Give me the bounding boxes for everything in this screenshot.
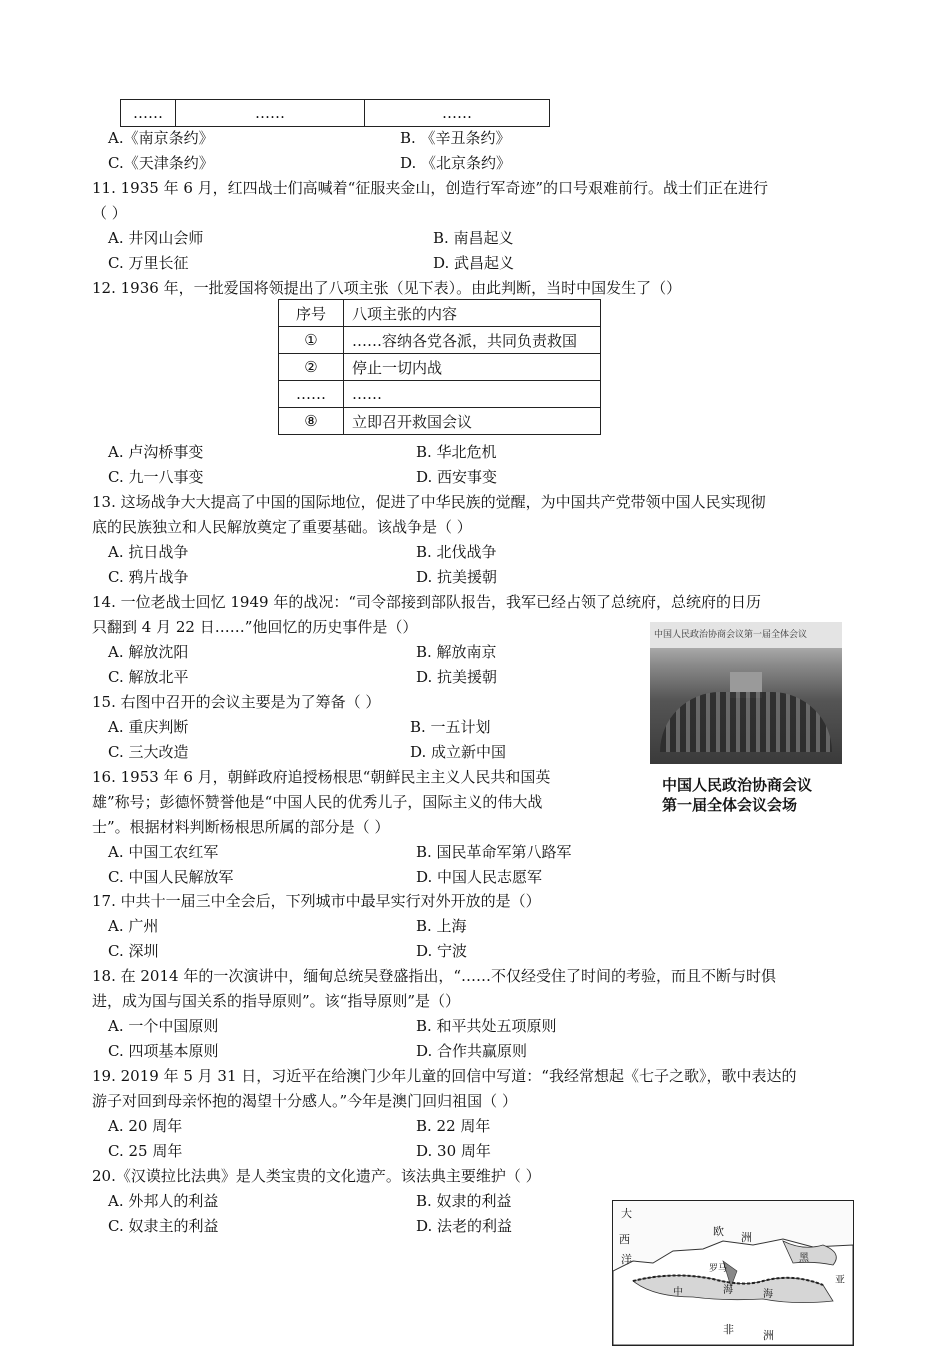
q16-option-c[interactable]: C. 中国人民解放军 xyxy=(108,868,234,886)
q16-stem-cont2: 士”。根据材料判断杨根思所属的部分是（ ） xyxy=(92,818,390,836)
q15-option-b[interactable]: B. 一五计划 xyxy=(410,718,491,736)
q18-option-a[interactable]: A. 一个中国原则 xyxy=(108,1017,219,1035)
q12-option-d[interactable]: D. 西安事变 xyxy=(416,468,498,486)
table-cell: ……容纳各党各派，共同负责救国 xyxy=(344,327,601,354)
q11-option-a[interactable]: A. 井冈山会师 xyxy=(108,229,204,247)
map-label: 黑 xyxy=(799,1253,809,1264)
q16-stem: 16. 1953 年 6 月，朝鲜政府追授杨根思“朝鲜民主主义人民共和国英 xyxy=(92,768,551,786)
q19-option-d[interactable]: D. 30 周年 xyxy=(416,1142,491,1160)
q18-option-c[interactable]: C. 四项基本原则 xyxy=(108,1042,219,1060)
q19-stem-cont: 游子对回到母亲怀抱的渴望十分感人。”今年是澳门回归祖国（ ） xyxy=(92,1092,517,1110)
table-cell: 立即召开救国会议 xyxy=(344,408,601,435)
top-table xyxy=(120,99,550,127)
photo-caption-line2: 第一届全体会议会场 xyxy=(662,796,798,814)
q14-option-c[interactable]: C. 解放北平 xyxy=(108,668,189,686)
q12-option-b[interactable]: B. 华北危机 xyxy=(416,443,497,461)
map-label: 西 xyxy=(619,1233,630,1246)
q10-option-d[interactable]: D. 《北京条约》 xyxy=(400,154,512,172)
map-label: 大 xyxy=(621,1207,632,1220)
q13-option-d[interactable]: D. 抗美援朝 xyxy=(416,568,498,586)
q19-option-b[interactable]: B. 22 周年 xyxy=(416,1117,491,1135)
q12-stem: 12. 1936 年，一批爱国将领提出了八项主张（见下表）。由此判断，当时中国发生了（） xyxy=(92,279,682,297)
q16-stem-cont: 雄”称号；彭德怀赞誉他是“中国人民的优秀儿子，国际主义的伟大战 xyxy=(92,793,543,811)
q17-option-a[interactable]: A. 广州 xyxy=(108,917,159,935)
q11-stem: 11. 1935 年 6 月，红四战士们高喊着“征服夹金山，创造行军奇迹”的口号艰难前行。战士们正在进行 xyxy=(92,179,768,197)
q10-option-a[interactable]: A.《南京条约》 xyxy=(108,129,214,147)
conference-photo xyxy=(650,622,842,764)
q16-option-a[interactable]: A. 中国工农红军 xyxy=(108,843,219,861)
q17-option-c[interactable]: C. 深圳 xyxy=(108,942,159,960)
q11-option-b[interactable]: B. 南昌起义 xyxy=(433,229,514,247)
map-label: 欧 xyxy=(713,1225,724,1238)
map-label: 非 xyxy=(723,1323,734,1336)
table-cell: ⑧ xyxy=(279,408,344,435)
q19-option-a[interactable]: A. 20 周年 xyxy=(108,1117,183,1135)
map-label: 海 xyxy=(723,1285,733,1296)
q17-option-d[interactable]: D. 宁波 xyxy=(416,942,468,960)
q20-option-c[interactable]: C. 奴隶主的利益 xyxy=(108,1217,219,1235)
table-cell: ① xyxy=(279,327,344,354)
q13-stem: 13. 这场战争大大提高了中国的国际地位，促进了中华民族的觉醒，为中国共产党带领中国人民实现彻 xyxy=(92,493,766,511)
q20-option-a[interactable]: A. 外邦人的利益 xyxy=(108,1192,219,1210)
photo-banner: 中国人民政治协商会议第一届全体会议 xyxy=(650,622,842,648)
q13-option-a[interactable]: A. 抗日战争 xyxy=(108,543,189,561)
q16-option-b[interactable]: B. 国民革命军第八路军 xyxy=(416,843,572,861)
q19-option-c[interactable]: C. 25 周年 xyxy=(108,1142,183,1160)
table-cell: …… xyxy=(344,381,601,408)
q18-option-d[interactable]: D. 合作共赢原则 xyxy=(416,1042,528,1060)
q12-option-c[interactable]: C. 九一八事变 xyxy=(108,468,204,486)
q18-option-b[interactable]: B. 和平共处五项原则 xyxy=(416,1017,557,1035)
table-cell: ② xyxy=(279,354,344,381)
q14-option-a[interactable]: A. 解放沈阳 xyxy=(108,643,189,661)
map-label: 罗马 xyxy=(709,1264,728,1274)
q16-option-d[interactable]: D. 中国人民志愿军 xyxy=(416,868,543,886)
table-header: 序号 xyxy=(279,300,344,327)
q11-option-d[interactable]: D. 武昌起义 xyxy=(433,254,515,272)
seating-shape xyxy=(660,692,832,752)
q13-stem-cont: 底的民族独立和人民解放奠定了重要基础。该战争是（ ） xyxy=(92,518,472,536)
q15-stem: 15. 右图中召开的会议主要是为了筹备（ ） xyxy=(92,693,381,711)
table-cell: …… xyxy=(279,381,344,408)
q18-stem-cont: 进，成为国与国关系的指导原则”。该“指导原则”是（） xyxy=(92,992,461,1010)
q17-stem: 17. 中共十一届三中全会后，下列城市中最早实行对外开放的是（） xyxy=(92,892,541,910)
table-header: 八项主张的内容 xyxy=(344,300,601,327)
map-label: 亚 xyxy=(835,1275,845,1286)
roman-empire-map xyxy=(612,1200,854,1346)
map-label: 洋 xyxy=(621,1253,632,1266)
table-cell: …… xyxy=(121,100,176,127)
map-label: 海 xyxy=(763,1289,773,1300)
q13-option-c[interactable]: C. 鸦片战争 xyxy=(108,568,189,586)
map-label: 洲 xyxy=(763,1329,774,1342)
q12-option-a[interactable]: A. 卢沟桥事变 xyxy=(108,443,204,461)
q19-stem: 19. 2019 年 5 月 31 日，习近平在给澳门少年儿童的回信中写道：“我经常想起《七子之歌》，歌中表达的 xyxy=(92,1067,797,1085)
table-cell: 停止一切内战 xyxy=(344,354,601,381)
q10-option-b[interactable]: B. 《辛丑条约》 xyxy=(400,129,511,147)
q13-option-b[interactable]: B. 北伐战争 xyxy=(416,543,497,561)
q14-stem-cont: 只翻到 4 月 22 日……”他回忆的历史事件是（） xyxy=(92,618,418,636)
q14-stem: 14. 一位老战士回忆 1949 年的战况：“司令部接到部队报告，我军已经占领了总统府，总统府的日历 xyxy=(92,593,762,611)
table-cell: …… xyxy=(176,100,365,127)
q20-option-d[interactable]: D. 法老的利益 xyxy=(416,1217,513,1235)
map-label: 洲 xyxy=(741,1231,752,1244)
q20-option-b[interactable]: B. 奴隶的利益 xyxy=(416,1192,512,1210)
q10-option-c[interactable]: C.《天津条约》 xyxy=(108,154,214,172)
q15-option-c[interactable]: C. 三大改造 xyxy=(108,743,189,761)
q11-stem-cont: （ ） xyxy=(92,204,127,222)
table-cell: …… xyxy=(365,100,550,127)
q14-option-d[interactable]: D. 抗美援朝 xyxy=(416,668,498,686)
q15-option-d[interactable]: D. 成立新中国 xyxy=(410,743,507,761)
map-label: 中 xyxy=(673,1287,683,1298)
photo-caption-line1: 中国人民政治协商会议 xyxy=(662,776,813,794)
q12-table xyxy=(278,299,601,435)
q20-stem: 20.《汉谟拉比法典》是人类宝贵的文化遗产。该法典主要维护（ ） xyxy=(92,1167,541,1185)
q18-stem: 18. 在 2014 年的一次演讲中，缅甸总统吴登盛指出，“……不仅经受住了时间的考验，而且不断与时俱 xyxy=(92,967,777,985)
q15-option-a[interactable]: A. 重庆判断 xyxy=(108,718,189,736)
q11-option-c[interactable]: C. 万里长征 xyxy=(108,254,189,272)
q14-option-b[interactable]: B. 解放南京 xyxy=(416,643,497,661)
q17-option-b[interactable]: B. 上海 xyxy=(416,917,467,935)
